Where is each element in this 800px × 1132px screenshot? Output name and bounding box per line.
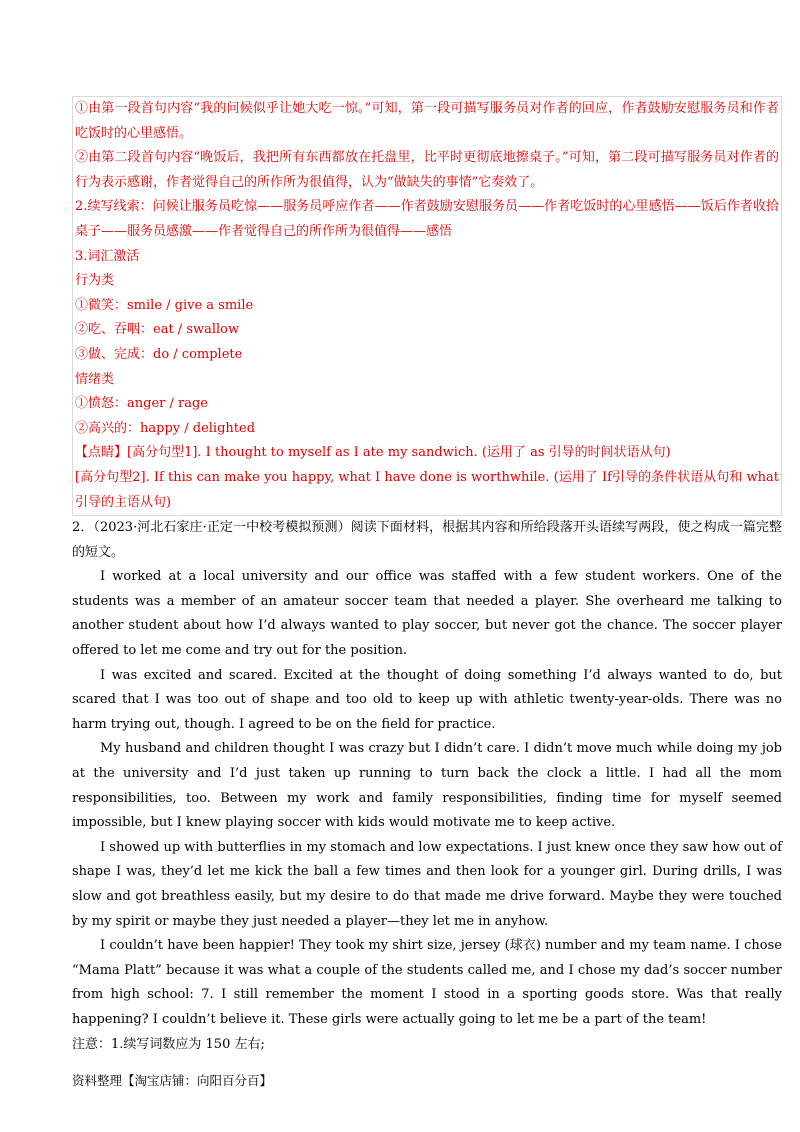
analysis-line: 行为类 xyxy=(75,273,115,289)
analysis-line: 3.词汇激活 xyxy=(75,248,140,264)
passage-paragraph: I was excited and scared. Excited at the thought of doing something I’d always wanted to do, but scared that I was too out of shape and too old to keep up with athletic twenty-year-olds. There was no harm trying out, though. I agreed to be on the field for practice. xyxy=(72,667,782,732)
analysis-line: ①由第一段首句内容“我的问候似乎让她大吃一惊。”可知，第一段可描写服务员对作者的回应，作者鼓励安慰服务员和作者吃饭时的心里感悟。 xyxy=(75,101,779,141)
analysis-line: ③做、完成：do / complete xyxy=(75,346,243,362)
analysis-line: ①微笑：smile / give a smile xyxy=(75,297,254,313)
analysis-line: ②由第二段首句内容“晚饭后，我把所有东西都放在托盘里，比平时更彻底地擦桌子。”可知，第二段可描写服务员对作者的行为表示感谢，作者觉得自己的所作所为很值得，认为“做缺失的事情”它奏效了。 xyxy=(75,150,779,190)
analysis-line: 【点睛】[高分句型1]. I thought to myself as I ate my sandwich. (运用了 as 引导的时间状语从句) xyxy=(75,445,671,461)
analysis-line: ②吃、吞咽：eat / swallow xyxy=(75,322,240,338)
analysis-line: ②高兴的：happy / delighted xyxy=(75,420,256,436)
page-footer: 资料整理【淘宝店铺：向阳百分百】 xyxy=(72,1073,273,1088)
question-section xyxy=(72,516,782,1057)
document-page xyxy=(72,96,782,1057)
analysis-line: [高分句型2]. If this can make you happy, what I have done is worthwhile. (运用了 If引导的条件状语从句和 what 引导的主语从句) xyxy=(75,469,779,510)
passage-paragraph: My husband and children thought I was crazy but I didn’t care. I didn’t move much while doing my job at the university and I’d just taken up running to turn back the clock a little. I had all the mom responsibilities, too. Between my work and family responsibilities, finding time for myself seemed impossible, but I knew playing soccer with kids would motivate me to keep active. xyxy=(72,741,782,831)
passage-paragraph: I couldn’t have been happier! They took my shirt size, jersey (球衣) number and my team name. I chose “Mama Platt” because it was what a couple of the students called me, and I chose my dad’s soccer number from high school: 7. I still remember the moment I stood in a sporting goods store. Was that really happening? I couldn’t believe it. These girls were actually going to let me be a part of the team! xyxy=(72,938,782,1027)
question-heading: 2．（2023·河北石家庄·正定一中校考模拟预测）阅读下面材料，根据其内容和所给段落开头语续写两段，使之构成一篇完整的短文。 xyxy=(72,520,782,560)
analysis-line: 情绪类 xyxy=(75,371,115,387)
analysis-line: ①愤怒：anger / rage xyxy=(75,396,208,412)
answer-analysis-box xyxy=(72,96,782,516)
analysis-line: 2.续写线索：问候让服务员吃惊——服务员呼应作者——作者鼓励安慰服务员——作者吃饭时的心里感悟——饭后作者收拾桌子——服务员感激——作者觉得自己的所作所为很值得——感悟 xyxy=(75,199,779,239)
passage-paragraph: I worked at a local university and our office was staffed with a few student workers. One of the students was a member of an amateur soccer team that needed a player. She overheard me talking to another student about how I’d always wanted to play soccer, but never got the chance. The soccer player offered to let me come and try out for the position. xyxy=(72,569,782,659)
passage-paragraph: I showed up with butterflies in my stomach and low expectations. I just knew once they saw how out of shape I was, they’d let me kick the ball a few times and then look for a younger girl. During drills, I was slow and got breathless easily, but my desire to do that made me drive forward. Maybe they were touched by my spirit or maybe they just needed a player—they let me in anyhow. xyxy=(72,839,782,929)
question-note: 注意：1.续写词数应为 150 左右; xyxy=(72,1036,265,1052)
